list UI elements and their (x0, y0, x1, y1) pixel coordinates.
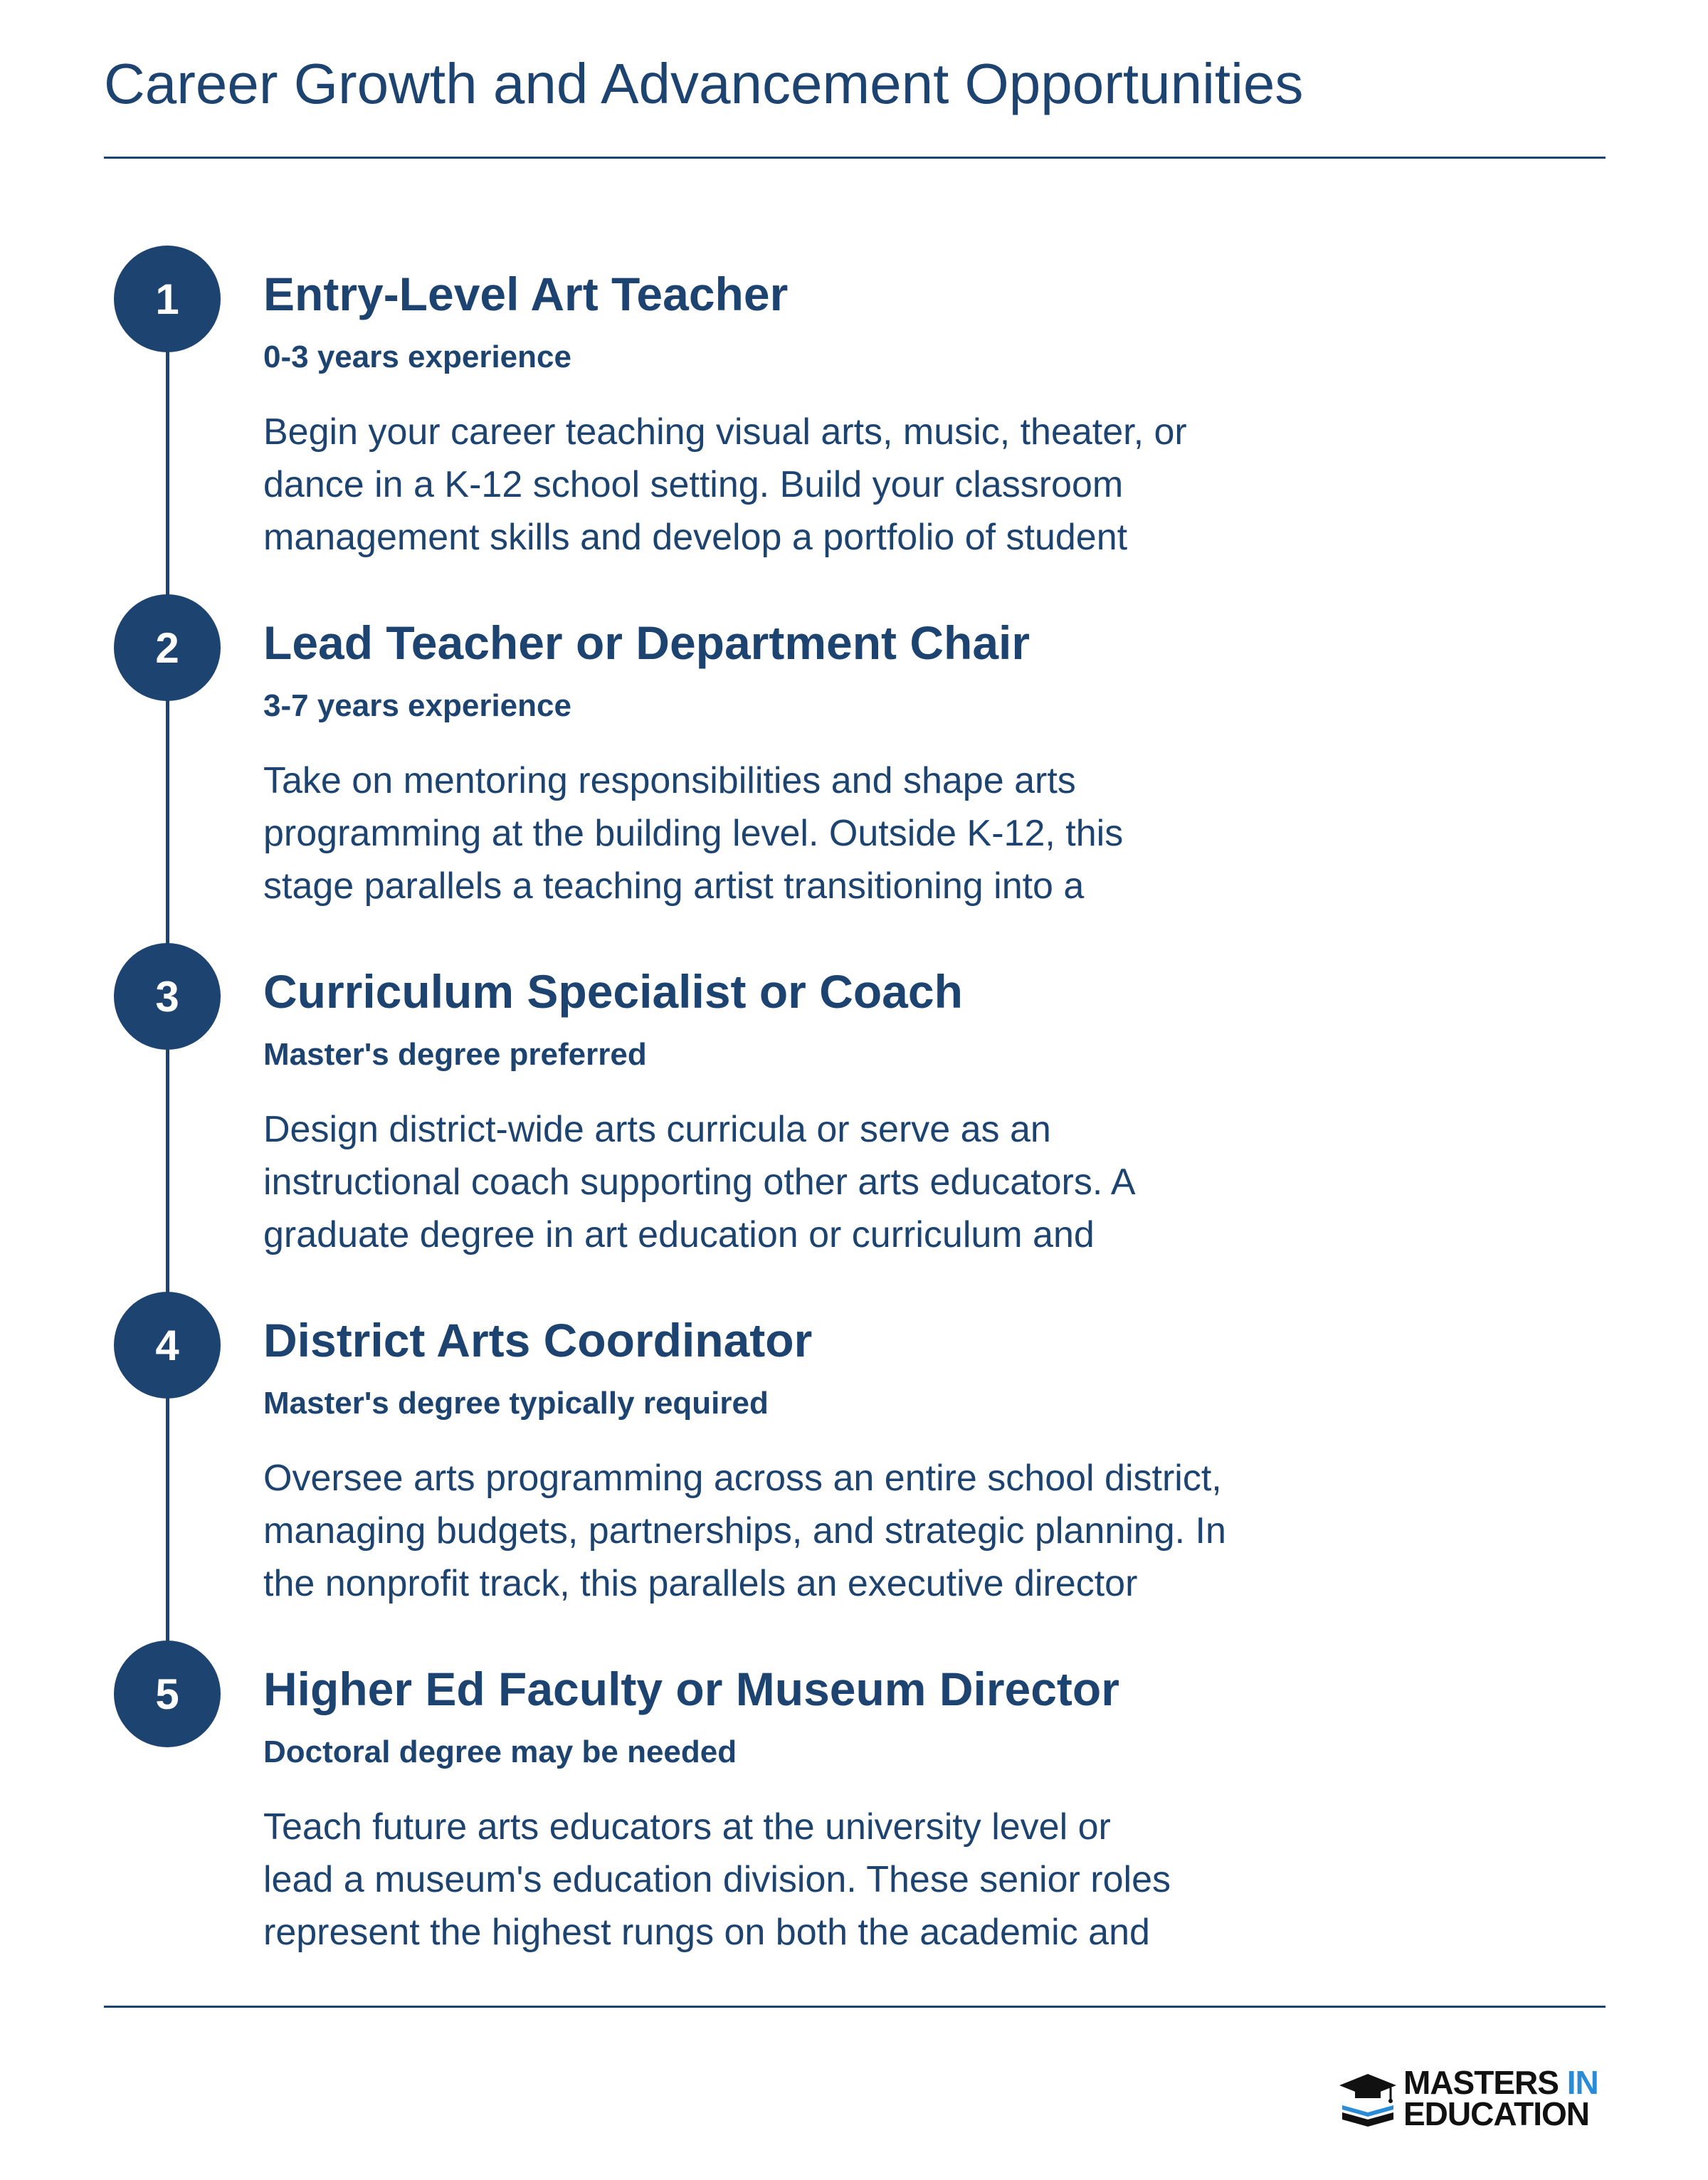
description-line: stage parallels a teaching artist transitioning into a (263, 865, 1085, 907)
step-title: Higher Ed Faculty or Museum Director (263, 1663, 1119, 1715)
logo-wordmark (1403, 2064, 1598, 2132)
logo-word-masters: MASTERS (1403, 2064, 1559, 2101)
description-line: Take on mentoring responsibilities and shape arts (263, 760, 1076, 801)
step-number-badge: 4 (114, 1292, 221, 1399)
bottom-divider (104, 2006, 1606, 2008)
top-divider (104, 157, 1606, 159)
career-step-2 (0, 594, 1708, 936)
step-description (263, 754, 1374, 912)
description-line: the nonprofit track, this parallels an executive director (263, 1563, 1138, 1604)
career-step-5 (0, 1641, 1708, 1982)
description-line: graduate degree in art education or curriculum and (263, 1214, 1095, 1255)
step-number-badge: 1 (114, 246, 221, 352)
step-requirement: Doctoral degree may be needed (263, 1734, 737, 1769)
step-number-badge: 2 (114, 594, 221, 701)
step-number-badge: 5 (114, 1641, 221, 1747)
step-requirement: Master's degree preferred (263, 1037, 647, 1072)
step-requirement: Master's degree typically required (263, 1386, 769, 1421)
description-line: managing budgets, partnerships, and strategic planning. In (263, 1510, 1226, 1552)
step-title: Curriculum Specialist or Coach (263, 965, 963, 1018)
description-line: Begin your career teaching visual arts, music, theater, or (263, 411, 1187, 453)
step-title: Entry-Level Art Teacher (263, 268, 789, 320)
description-line: Design district-wide arts curricula or serve as an (263, 1109, 1051, 1150)
masters-in-education-logo (1338, 2064, 1608, 2135)
step-description (263, 1801, 1374, 1959)
description-line: Teach future arts educators at the university level or (263, 1806, 1111, 1848)
step-number-badge: 3 (114, 943, 221, 1050)
graduation-cap-books-icon (1338, 2070, 1398, 2129)
step-title: District Arts Coordinator (263, 1314, 813, 1367)
description-line: instructional coach supporting other arts educators. A (263, 1162, 1136, 1203)
step-description (263, 1452, 1374, 1610)
step-requirement: 0-3 years experience (263, 339, 571, 374)
career-step-1 (0, 246, 1708, 587)
logo-word-education: EDUCATION (1403, 2095, 1590, 2132)
page-title: Career Growth and Advancement Opportunities (104, 52, 1304, 115)
step-description (263, 1103, 1374, 1261)
description-line: programming at the building level. Outside K-12, this (263, 813, 1124, 854)
career-step-4 (0, 1292, 1708, 1633)
step-title: Lead Teacher or Department Chair (263, 616, 1030, 669)
step-description (263, 406, 1374, 564)
step-requirement: 3-7 years experience (263, 688, 571, 723)
description-line: management skills and develop a portfolio of student (263, 517, 1128, 558)
description-line: lead a museum's education division. These senior roles (263, 1859, 1171, 1900)
description-line: Oversee arts programming across an entire school district, (263, 1458, 1222, 1499)
description-line: represent the highest rungs on both the academic and (263, 1912, 1150, 1953)
career-step-3 (0, 943, 1708, 1285)
logo-word-in: IN (1566, 2064, 1598, 2101)
description-line: dance in a K-12 school setting. Build your classroom (263, 464, 1124, 505)
